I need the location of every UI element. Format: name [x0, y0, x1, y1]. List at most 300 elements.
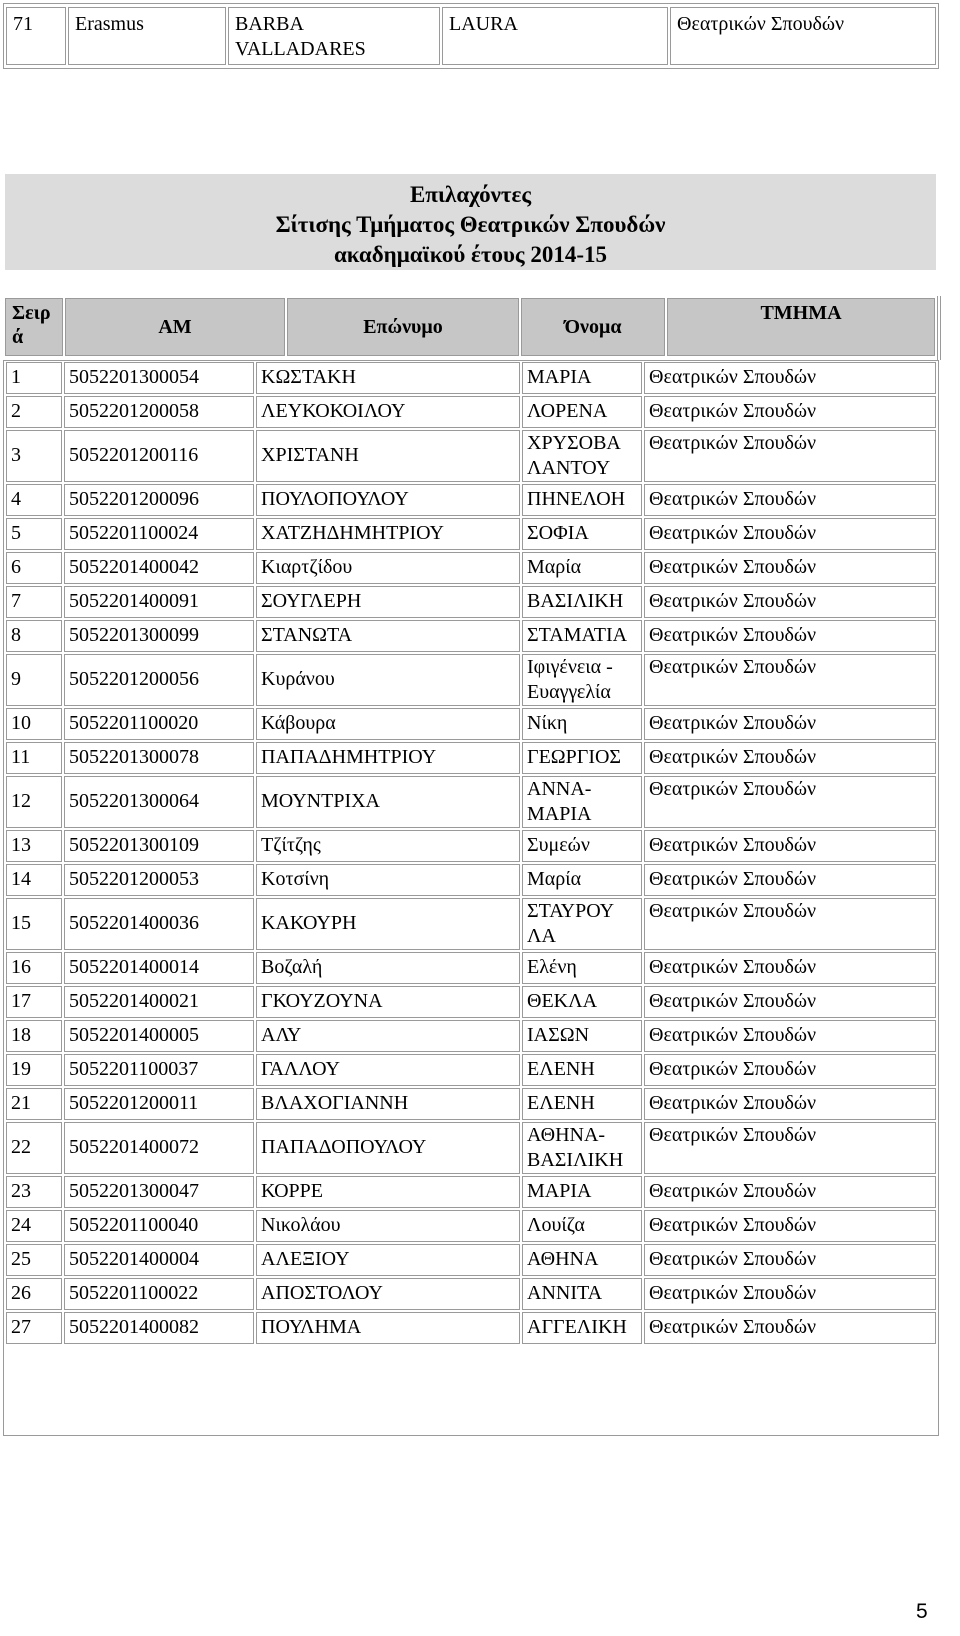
am-text: 5052201400082: [69, 1316, 199, 1338]
seq-text: 16: [11, 956, 31, 978]
am-text: 5052201400072: [69, 1136, 199, 1158]
department-cell: [644, 430, 936, 482]
am-text: 5052201400014: [69, 956, 199, 978]
name-cell: [522, 362, 642, 394]
surname-text: Κιαρτζίδου: [261, 556, 353, 578]
table-row: [4, 551, 938, 585]
am-text: 5052201100040: [69, 1214, 199, 1236]
seq-cell: [6, 518, 62, 550]
name-text: ΑΝΝΑ- ΜΑΡΙΑ: [527, 778, 592, 825]
header-surname-label: Επώνυμο: [363, 316, 443, 338]
am-cell: [64, 1088, 254, 1120]
seq-cell: [6, 1088, 62, 1120]
table-row: [4, 483, 938, 517]
seq-text: 25: [11, 1248, 31, 1270]
name-cell: [522, 898, 642, 950]
name-text: LAURA: [449, 13, 518, 35]
seq-text: 21: [11, 1092, 31, 1114]
department-cell: [644, 708, 936, 740]
department-text: Θεατρικών Σπουδών: [649, 366, 817, 388]
surname-text: Κυράνου: [261, 668, 335, 690]
am-text: 5052201200058: [69, 400, 199, 422]
surname-text: ΓΚΟΥΖΟΥΝΑ: [261, 990, 383, 1012]
department-text: Θεατρικών Σπουδών: [649, 746, 817, 768]
surname-text: ΧΡΙΣΤΑΝΗ: [261, 444, 359, 466]
department-text: Θεατρικών Σπουδών: [649, 432, 817, 454]
am-cell: [64, 1244, 254, 1276]
seq-cell: [6, 362, 62, 394]
am-text: 5052201200011: [69, 1092, 199, 1114]
department-cell: [644, 986, 936, 1018]
seq-cell: [6, 776, 62, 828]
name-cell: [442, 7, 668, 65]
name-cell: [522, 1122, 642, 1174]
surname-text: ΧΑΤΖΗΔΗΜΗΤΡΙΟΥ: [261, 522, 444, 544]
program-text: Erasmus: [75, 13, 144, 35]
surname-cell: [256, 708, 520, 740]
am-cell: [64, 1312, 254, 1344]
department-cell: [644, 362, 936, 394]
name-cell: [522, 864, 642, 896]
am-cell: [64, 654, 254, 706]
name-cell: [522, 830, 642, 862]
department-cell: [644, 1278, 936, 1310]
department-text: Θεατρικών Σπουδών: [649, 1248, 817, 1270]
seq-text: 6: [11, 556, 21, 578]
department-text: Θεατρικών Σπουδών: [649, 1024, 817, 1046]
table-row: [4, 741, 938, 775]
seq-cell: [6, 396, 62, 428]
table-row: [4, 1053, 938, 1087]
surname-cell: [256, 396, 520, 428]
surname-cell: [228, 7, 440, 65]
header-seq: [5, 298, 63, 356]
am-text: 5052201200053: [69, 868, 199, 890]
seq-cell: [6, 430, 62, 482]
surname-text: ΠΟΥΛΗΜΑ: [261, 1316, 362, 1338]
seq-cell: [6, 898, 62, 950]
department-text: Θεατρικών Σπουδών: [649, 656, 817, 678]
name-text: ΓΕΩΡΓΙΟΣ: [527, 746, 622, 768]
header-am-label: ΑΜ: [158, 316, 192, 338]
surname-cell: [256, 1176, 520, 1208]
surname-cell: [256, 586, 520, 618]
name-text: ΕΛΕΝΗ: [527, 1092, 595, 1114]
header-edge: [937, 296, 941, 360]
table-row: [4, 1243, 938, 1277]
name-text: ΠΗΝΕΛΟΗ: [527, 488, 626, 510]
header-department: [667, 298, 935, 356]
surname-cell: [256, 430, 520, 482]
seq-text: 17: [11, 990, 31, 1012]
table-row: [4, 707, 938, 741]
surname-cell: [256, 742, 520, 774]
name-text: ΣΤΑΜΑΤΙΑ: [527, 624, 628, 646]
name-cell: [522, 654, 642, 706]
department-cell: [644, 864, 936, 896]
department-text: Θεατρικών Σπουδών: [649, 712, 817, 734]
table-row: [4, 863, 938, 897]
name-text: Μαρία: [527, 556, 582, 578]
name-cell: [522, 1210, 642, 1242]
seq-cell: [6, 830, 62, 862]
program-cell: [68, 7, 226, 65]
seq-cell: [6, 1244, 62, 1276]
department-text: Θεατρικών Σπουδών: [649, 1316, 817, 1338]
surname-text: ΑΛΥ: [261, 1024, 302, 1046]
am-cell: [64, 1122, 254, 1174]
surname-text: ΑΠΟΣΤΟΛΟΥ: [261, 1282, 383, 1304]
table-row: [4, 395, 938, 429]
table-row: [4, 1311, 938, 1345]
seq-cell: [6, 1210, 62, 1242]
department-cell: [644, 654, 936, 706]
seq-text: 10: [11, 712, 31, 734]
seq-cell: [6, 1176, 62, 1208]
seq-text: 7: [11, 590, 21, 612]
name-text: Μαρία: [527, 868, 582, 890]
department-text: Θεατρικών Σπουδών: [649, 522, 817, 544]
department-cell: [644, 776, 936, 828]
seq-cell: [6, 1312, 62, 1344]
am-cell: [64, 586, 254, 618]
surname-text: ΣΟΥΓΛΕΡΗ: [261, 590, 362, 612]
page-number: 5: [916, 1600, 928, 1623]
student-list-table: [3, 360, 939, 1436]
am-text: 5052201400036: [69, 912, 199, 934]
header-seq-line1: Σειρ: [12, 302, 51, 324]
surname-text: ΒΛΑΧΟΓΙΑΝΝΗ: [261, 1092, 409, 1114]
department-cell: [644, 1312, 936, 1344]
seq-cell: [6, 864, 62, 896]
am-text: 5052201400091: [69, 590, 199, 612]
am-cell: [64, 362, 254, 394]
surname-text: ΚΟΡΡΕ: [261, 1180, 323, 1202]
table-row: [4, 829, 938, 863]
am-cell: [64, 708, 254, 740]
name-text: ΘΕΚΛΑ: [527, 990, 598, 1012]
am-text: 5052201300064: [69, 790, 199, 812]
department-cell: [644, 1088, 936, 1120]
name-cell: [522, 552, 642, 584]
name-cell: [522, 708, 642, 740]
surname-line2: VALLADARES: [235, 38, 366, 60]
seq-cell: [6, 742, 62, 774]
department-text: Θεατρικών Σπουδών: [649, 990, 817, 1012]
am-text: 5052201300109: [69, 834, 199, 856]
surname-text: ΜΟΥΝΤΡΙΧΑ: [261, 790, 381, 812]
am-text: 5052201400004: [69, 1248, 199, 1270]
department-text: Θεατρικών Σπουδών: [649, 1180, 817, 1202]
seq-text: 15: [11, 912, 31, 934]
department-text: Θεατρικών Σπουδών: [649, 624, 817, 646]
surname-text: ΚΩΣΤΑΚΗ: [261, 366, 356, 388]
surname-text: Νικολάου: [261, 1214, 341, 1236]
surname-cell: [256, 552, 520, 584]
seq-text: 4: [11, 488, 21, 510]
seq-text: 8: [11, 624, 21, 646]
name-text: Λουίζα: [527, 1214, 585, 1236]
department-cell: [644, 1210, 936, 1242]
name-cell: [522, 1312, 642, 1344]
heading-line-3: ακαδημαϊκού έτους 2014-15: [333, 242, 608, 267]
name-cell: [522, 1054, 642, 1086]
surname-cell: [256, 620, 520, 652]
department-cell: [644, 1244, 936, 1276]
am-text: 5052201300078: [69, 746, 199, 768]
name-text: ΑΝΝΙΤΑ: [527, 1282, 603, 1304]
table-row: [4, 1209, 938, 1243]
name-cell: [522, 620, 642, 652]
department-text: Θεατρικών Σπουδών: [677, 13, 845, 35]
seq-cell: [6, 552, 62, 584]
department-text: Θεατρικών Σπουδών: [649, 834, 817, 856]
name-text: ΑΘΗΝΑ: [527, 1248, 599, 1270]
seq-cell: [6, 1054, 62, 1086]
seq-text: 18: [11, 1024, 31, 1046]
department-text: Θεατρικών Σπουδών: [649, 900, 817, 922]
department-cell: [644, 742, 936, 774]
surname-text: Κοτσίνη: [261, 868, 330, 890]
department-cell: [644, 620, 936, 652]
table-header: [3, 296, 941, 360]
name-cell: [522, 742, 642, 774]
surname-text: ΚΑΚΟΥΡΗ: [261, 912, 357, 934]
am-text: 5052201400005: [69, 1024, 199, 1046]
am-text: 5052201200116: [69, 444, 199, 466]
name-text: Νίκη: [527, 712, 568, 734]
am-text: 5052201200056: [69, 668, 199, 690]
department-text: Θεατρικών Σπουδών: [649, 1058, 817, 1080]
seq-cell: [6, 986, 62, 1018]
table-row: [4, 1277, 938, 1311]
table-row: [4, 1087, 938, 1121]
department-cell: [644, 484, 936, 516]
surname-cell: [256, 1122, 520, 1174]
am-text: 5052201100037: [69, 1058, 199, 1080]
surname-text: ΛΕΥΚΟΚΟΙΛΟΥ: [261, 400, 406, 422]
department-text: Θεατρικών Σπουδών: [649, 868, 817, 890]
surname-cell: [256, 864, 520, 896]
surname-cell: [256, 654, 520, 706]
surname-text: ΓΑΛΛΟΥ: [261, 1058, 340, 1080]
am-cell: [64, 986, 254, 1018]
seq-text: 1: [11, 366, 21, 388]
name-text: ΙΑΣΩΝ: [527, 1024, 590, 1046]
name-cell: [522, 1020, 642, 1052]
table-row: [4, 429, 938, 483]
surname-cell: [256, 952, 520, 984]
name-cell: [522, 396, 642, 428]
am-text: 5052201100020: [69, 712, 199, 734]
department-text: Θεατρικών Σπουδών: [649, 778, 817, 800]
table-row: [4, 1175, 938, 1209]
department-cell: [644, 1122, 936, 1174]
row-number: 71: [13, 13, 33, 35]
table-row: [4, 361, 938, 395]
name-text: Ιφιγένεια - Ευαγγελία: [527, 656, 613, 703]
header-surname: [287, 298, 519, 356]
am-text: 5052201200096: [69, 488, 199, 510]
table-row: [4, 585, 938, 619]
name-cell: [522, 586, 642, 618]
name-text: ΜΑΡΙΑ: [527, 366, 592, 388]
department-cell: [644, 552, 936, 584]
row-number-cell: [6, 7, 66, 65]
name-text: ΧΡΥΣΟΒΑ ΛΑΝΤΟΥ: [527, 432, 620, 479]
am-text: 5052201300047: [69, 1180, 199, 1202]
name-cell: [522, 1278, 642, 1310]
am-text: 5052201400042: [69, 556, 199, 578]
department-cell: [644, 1176, 936, 1208]
am-cell: [64, 396, 254, 428]
name-text: ΑΓΓΕΛΙΚΗ: [527, 1316, 627, 1338]
surname-text: Βοζαλή: [261, 956, 323, 978]
seq-cell: [6, 654, 62, 706]
surname-cell: [256, 986, 520, 1018]
surname-cell: [256, 1244, 520, 1276]
surname-cell: [256, 1088, 520, 1120]
table-row: [4, 985, 938, 1019]
table-row: [4, 1019, 938, 1053]
department-text: Θεατρικών Σπουδών: [649, 1092, 817, 1114]
name-text: ΕΛΕΝΗ: [527, 1058, 595, 1080]
seq-text: 9: [11, 668, 21, 690]
surname-cell: [256, 830, 520, 862]
am-cell: [64, 864, 254, 896]
name-cell: [522, 518, 642, 550]
seq-text: 3: [11, 444, 21, 466]
department-text: Θεατρικών Σπουδών: [649, 556, 817, 578]
seq-cell: [6, 1020, 62, 1052]
surname-text: Κάβουρα: [261, 712, 336, 734]
seq-cell: [6, 484, 62, 516]
department-text: Θεατρικών Σπουδών: [649, 1282, 817, 1304]
surname-text: ΑΛΕΞΙΟΥ: [261, 1248, 350, 1270]
am-cell: [64, 830, 254, 862]
header-department-label: ΤΜΗΜΑ: [760, 302, 842, 324]
name-text: Συμεών: [527, 834, 590, 856]
am-cell: [64, 484, 254, 516]
surname-cell: [256, 362, 520, 394]
surname-text: ΠΑΠΑΔΟΠΟΥΛΟΥ: [261, 1136, 427, 1158]
name-cell: [522, 1176, 642, 1208]
name-cell: [522, 986, 642, 1018]
name-cell: [522, 952, 642, 984]
table-row: [4, 951, 938, 985]
am-text: 5052201100024: [69, 522, 199, 544]
department-text: Θεατρικών Σπουδών: [649, 956, 817, 978]
name-text: ΣΟΦΙΑ: [527, 522, 589, 544]
table-row: [4, 1121, 938, 1175]
surname-cell: [256, 1312, 520, 1344]
name-cell: [522, 430, 642, 482]
am-text: 5052201300054: [69, 366, 199, 388]
surname-cell: [256, 1054, 520, 1086]
seq-text: 5: [11, 522, 21, 544]
table-row: [4, 653, 938, 707]
name-cell: [522, 484, 642, 516]
department-text: Θεατρικών Σπουδών: [649, 1214, 817, 1236]
surname-text: ΣΤΑΝΩΤΑ: [261, 624, 353, 646]
seq-cell: [6, 708, 62, 740]
department-cell: [644, 1020, 936, 1052]
heading-line-1: Επιλαχόντες: [409, 182, 532, 207]
surname-cell: [256, 776, 520, 828]
name-text: ΒΑΣΙΛΙΚΗ: [527, 590, 624, 612]
surname-text: ΠΟΥΛΟΠΟΥΛΟΥ: [261, 488, 409, 510]
am-cell: [64, 898, 254, 950]
seq-text: 22: [11, 1136, 31, 1158]
surname-text: ΠΑΠΑΔΗΜΗΤΡΙΟΥ: [261, 746, 437, 768]
seq-cell: [6, 1278, 62, 1310]
seq-cell: [6, 620, 62, 652]
name-text: ΣΤΑΥΡΟΥ ΛΑ: [527, 900, 614, 947]
seq-cell: [6, 1122, 62, 1174]
seq-text: 26: [11, 1282, 31, 1304]
surname-cell: [256, 1278, 520, 1310]
surname-cell: [256, 484, 520, 516]
seq-text: 24: [11, 1214, 31, 1236]
seq-text: 13: [11, 834, 31, 856]
am-cell: [64, 552, 254, 584]
section-heading: [5, 174, 936, 270]
surname-cell: [256, 1020, 520, 1052]
surname-line1: BARBA: [235, 13, 304, 35]
department-text: Θεατρικών Σπουδών: [649, 590, 817, 612]
surname-text: Τζίτζης: [261, 834, 321, 856]
seq-text: 2: [11, 400, 21, 422]
department-cell: [644, 952, 936, 984]
header-am: [65, 298, 285, 356]
department-cell: [644, 898, 936, 950]
surname-cell: [256, 898, 520, 950]
am-cell: [64, 620, 254, 652]
department-cell: [670, 7, 936, 65]
am-cell: [64, 1054, 254, 1086]
table-row: [4, 897, 938, 951]
table-row: [4, 619, 938, 653]
table-row: [4, 517, 938, 551]
am-text: 5052201300099: [69, 624, 199, 646]
seq-text: 27: [11, 1316, 31, 1338]
am-text: 5052201400021: [69, 990, 199, 1012]
seq-text: 19: [11, 1058, 31, 1080]
department-cell: [644, 586, 936, 618]
am-cell: [64, 1210, 254, 1242]
seq-text: 12: [11, 790, 31, 812]
department-text: Θεατρικών Σπουδών: [649, 1124, 817, 1146]
table-row: [4, 775, 938, 829]
am-cell: [64, 1020, 254, 1052]
name-text: ΜΑΡΙΑ: [527, 1180, 592, 1202]
header-seq-line2: ά: [12, 326, 24, 348]
name-text: Ελένη: [527, 956, 577, 978]
am-cell: [64, 430, 254, 482]
am-cell: [64, 952, 254, 984]
department-cell: [644, 830, 936, 862]
seq-cell: [6, 586, 62, 618]
department-text: Θεατρικών Σπουδών: [649, 488, 817, 510]
am-cell: [64, 518, 254, 550]
header-name-label: Όνομα: [564, 316, 622, 338]
am-cell: [64, 742, 254, 774]
department-text: Θεατρικών Σπουδών: [649, 400, 817, 422]
header-name: [521, 298, 665, 356]
name-cell: [522, 776, 642, 828]
seq-text: 11: [11, 746, 31, 768]
department-cell: [644, 1054, 936, 1086]
